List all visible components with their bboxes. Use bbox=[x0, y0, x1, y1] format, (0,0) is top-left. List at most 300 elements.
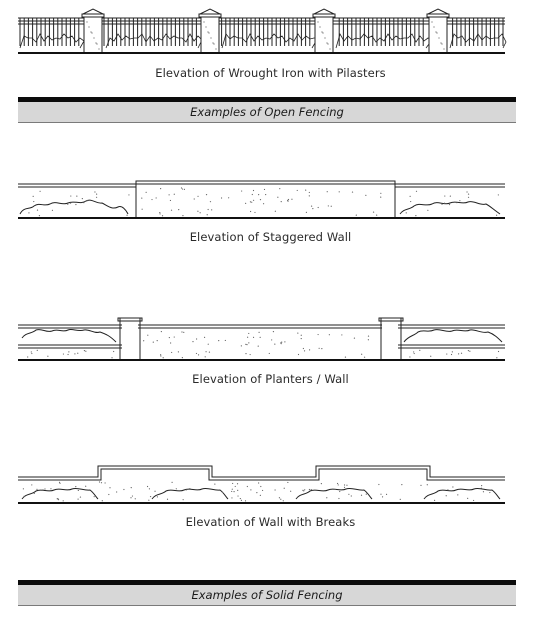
stucco-dot bbox=[176, 488, 177, 489]
stucco-dot bbox=[361, 354, 362, 355]
stucco-dot bbox=[287, 482, 288, 483]
stucco-dot bbox=[23, 488, 24, 489]
stucco-dot bbox=[186, 489, 187, 490]
stucco-dot bbox=[215, 48, 216, 49]
stucco-dot bbox=[96, 43, 97, 44]
stucco-dot bbox=[194, 198, 195, 199]
stucco-dot bbox=[160, 355, 161, 356]
stucco-dot bbox=[76, 196, 77, 197]
stucco-dot bbox=[283, 500, 284, 501]
stucco-dot bbox=[87, 200, 88, 201]
pilaster-cap bbox=[313, 14, 335, 17]
stucco-dot bbox=[338, 498, 339, 499]
stucco-dot bbox=[447, 489, 448, 490]
stucco-dot bbox=[288, 199, 289, 200]
stucco-dot bbox=[162, 215, 163, 216]
stucco-dot bbox=[380, 196, 381, 197]
stucco-dot bbox=[253, 190, 254, 191]
stucco-dot bbox=[338, 484, 339, 485]
stucco-dot bbox=[170, 200, 171, 201]
stucco-dot bbox=[489, 492, 490, 493]
stucco-dot bbox=[146, 192, 147, 193]
stucco-dot bbox=[309, 195, 310, 196]
stucco-dot bbox=[151, 199, 152, 200]
caption-wrought-iron: Elevation of Wrought Iron with Pilasters bbox=[155, 66, 386, 80]
solid-fencing-label: Examples of Solid Fencing bbox=[191, 588, 343, 602]
stucco-dot bbox=[304, 489, 305, 490]
stucco-dot bbox=[452, 486, 453, 487]
stucco-dot bbox=[160, 188, 161, 189]
stucco-dot bbox=[319, 26, 320, 27]
stucco-dot bbox=[237, 483, 238, 484]
stucco-dot bbox=[345, 357, 346, 358]
stucco-dot bbox=[198, 354, 199, 355]
stucco-dot bbox=[196, 338, 197, 339]
stucco-dot bbox=[135, 498, 136, 499]
stucco-dot bbox=[297, 190, 298, 191]
stucco-dot bbox=[449, 204, 450, 205]
stucco-dot bbox=[419, 350, 420, 351]
stucco-dot bbox=[483, 491, 484, 492]
staggered-wall-drawing bbox=[0, 170, 541, 226]
stucco-dot bbox=[88, 26, 89, 27]
stucco-dot bbox=[102, 500, 103, 501]
stucco-dot bbox=[108, 494, 109, 495]
stucco-dot bbox=[82, 198, 83, 199]
stucco-dot bbox=[237, 495, 238, 496]
stucco-dot bbox=[208, 344, 209, 345]
stucco-dot bbox=[461, 353, 462, 354]
stucco-dot bbox=[273, 331, 274, 332]
stucco-dot bbox=[169, 337, 170, 338]
stucco-dot bbox=[311, 489, 312, 490]
stucco-dot bbox=[233, 491, 234, 492]
shrub-outline bbox=[336, 34, 432, 48]
stucco-dot bbox=[67, 204, 68, 205]
stucco-dot bbox=[157, 496, 158, 497]
stucco-dot bbox=[235, 486, 236, 487]
stucco-dot bbox=[280, 499, 281, 500]
stucco-dot bbox=[252, 194, 253, 195]
stucco-dot bbox=[260, 486, 261, 487]
stucco-dot bbox=[37, 350, 38, 351]
stucco-dot bbox=[327, 43, 328, 44]
stucco-dot bbox=[163, 357, 164, 358]
stucco-dot bbox=[132, 495, 133, 496]
pilaster-cap bbox=[428, 9, 448, 14]
stucco-dot bbox=[93, 37, 94, 38]
stucco-dot bbox=[430, 356, 431, 357]
stucco-dot bbox=[496, 215, 497, 216]
wall-breaks-drawing bbox=[0, 455, 541, 511]
stucco-dot bbox=[208, 209, 209, 210]
stucco-dot bbox=[205, 26, 206, 27]
stucco-dot bbox=[258, 482, 259, 483]
stucco-dot bbox=[83, 202, 84, 203]
stucco-dot bbox=[240, 498, 241, 499]
stucco-dot bbox=[245, 203, 246, 204]
stucco-dot bbox=[231, 497, 232, 498]
stucco-dot bbox=[301, 338, 302, 339]
stucco-dot bbox=[318, 207, 319, 208]
stucco-dot bbox=[309, 192, 310, 193]
stucco-dot bbox=[207, 31, 208, 32]
stucco-dot bbox=[245, 344, 246, 345]
wrought-iron-drawing bbox=[0, 0, 541, 60]
stucco-dot bbox=[366, 494, 367, 495]
stucco-dot bbox=[427, 210, 428, 211]
stucco-dot bbox=[352, 191, 353, 192]
stucco-dot bbox=[96, 194, 97, 195]
stucco-dot bbox=[258, 332, 259, 333]
stucco-dot bbox=[182, 357, 183, 358]
stucco-dot bbox=[356, 215, 357, 216]
stucco-dot bbox=[197, 211, 198, 212]
stucco-dot bbox=[258, 346, 259, 347]
pilaster-cap bbox=[314, 9, 334, 14]
stucco-dot bbox=[321, 348, 322, 349]
shrub-outline bbox=[22, 488, 98, 499]
stucco-dot bbox=[84, 350, 85, 351]
stucco-dot bbox=[116, 491, 117, 492]
stucco-dot bbox=[287, 201, 288, 202]
stucco-dot bbox=[376, 215, 377, 216]
stucco-dot bbox=[160, 354, 161, 355]
stucco-dot bbox=[126, 215, 127, 216]
stucco-dot bbox=[148, 500, 149, 501]
stucco-dot bbox=[159, 212, 160, 213]
stucco-dot bbox=[95, 42, 96, 43]
stucco-dot bbox=[37, 209, 38, 210]
stucco-dot bbox=[380, 494, 381, 495]
pilaster-cap bbox=[200, 9, 220, 14]
stucco-dot bbox=[334, 489, 335, 490]
wall-cap bbox=[18, 466, 505, 477]
stucco-dot bbox=[450, 196, 451, 197]
stucco-dot bbox=[365, 195, 366, 196]
stucco-dot bbox=[80, 496, 81, 497]
stucco-dot bbox=[156, 197, 157, 198]
stucco-dot bbox=[284, 341, 285, 342]
stucco-dot bbox=[154, 491, 155, 492]
stucco-dot bbox=[271, 339, 272, 340]
stucco-dot bbox=[260, 199, 261, 200]
stucco-dot bbox=[368, 339, 369, 340]
pilaster-cap bbox=[427, 14, 449, 17]
stucco-dot bbox=[248, 342, 249, 343]
stucco-dot bbox=[213, 43, 214, 44]
stucco-dot bbox=[329, 48, 330, 49]
pilaster bbox=[120, 318, 140, 360]
stucco-dot bbox=[409, 356, 410, 357]
stucco-dot bbox=[182, 188, 183, 189]
stucco-dot bbox=[303, 490, 304, 491]
stucco-dot bbox=[306, 212, 307, 213]
stucco-dot bbox=[410, 196, 411, 197]
stucco-dot bbox=[218, 340, 219, 341]
stucco-dot bbox=[305, 190, 306, 191]
stucco-dot bbox=[378, 484, 379, 485]
stucco-dot bbox=[440, 42, 441, 43]
stucco-dot bbox=[183, 332, 184, 333]
stucco-dot bbox=[481, 488, 482, 489]
open-fencing-label: Examples of Open Fencing bbox=[190, 105, 344, 119]
stucco-dot bbox=[58, 499, 59, 500]
stucco-dot bbox=[203, 21, 204, 22]
stucco-dot bbox=[184, 189, 185, 190]
pilaster-cap bbox=[83, 9, 103, 14]
stucco-dot bbox=[386, 494, 387, 495]
stucco-dot bbox=[150, 496, 151, 497]
stucco-dot bbox=[446, 353, 447, 354]
stucco-dot bbox=[254, 212, 255, 213]
stucco-dot bbox=[147, 486, 148, 487]
stucco-dot bbox=[246, 344, 247, 345]
stucco-dot bbox=[468, 197, 469, 198]
stucco-dot bbox=[284, 488, 285, 489]
stucco-dot bbox=[130, 497, 131, 498]
stucco-dot bbox=[196, 353, 197, 354]
stucco-dot bbox=[253, 337, 254, 338]
stucco-dot bbox=[264, 189, 265, 190]
pilaster-cap bbox=[82, 14, 104, 17]
stucco-dot bbox=[498, 351, 499, 352]
stucco-dot bbox=[57, 498, 58, 499]
shrub-outline bbox=[22, 329, 116, 342]
stucco-dot bbox=[36, 489, 37, 490]
stucco-dot bbox=[400, 499, 401, 500]
stucco-dot bbox=[153, 342, 154, 343]
stucco-dot bbox=[435, 31, 436, 32]
stucco-dot bbox=[75, 204, 76, 205]
caption-planters-wall: Elevation of Planters / Wall bbox=[192, 372, 349, 386]
stucco-dot bbox=[466, 191, 467, 192]
stucco-dot bbox=[348, 494, 349, 495]
stucco-dot bbox=[33, 201, 34, 202]
stucco-dot bbox=[297, 332, 298, 333]
stucco-dot bbox=[39, 215, 40, 216]
caption-staggered-wall: Elevation of Staggered Wall bbox=[189, 230, 352, 244]
stucco-dot bbox=[197, 196, 198, 197]
stucco-dot bbox=[274, 489, 275, 490]
stucco-dot bbox=[149, 488, 150, 489]
pilaster bbox=[84, 14, 102, 53]
stucco-dot bbox=[39, 191, 40, 192]
stucco-dot bbox=[250, 201, 251, 202]
stucco-dot bbox=[147, 335, 148, 336]
stucco-dot bbox=[128, 194, 129, 195]
stucco-dot bbox=[77, 353, 78, 354]
stucco-dot bbox=[101, 482, 102, 483]
stucco-dot bbox=[326, 42, 327, 43]
stucco-dot bbox=[143, 340, 144, 341]
shrub-outline bbox=[400, 202, 500, 214]
stucco-dot bbox=[171, 210, 172, 211]
stucco-dot bbox=[441, 43, 442, 44]
stucco-dot bbox=[74, 353, 75, 354]
stucco-dot bbox=[443, 48, 444, 49]
stucco-dot bbox=[182, 215, 183, 216]
stucco-dot bbox=[113, 351, 114, 352]
stucco-dot bbox=[206, 194, 207, 195]
stucco-dot bbox=[63, 500, 64, 501]
stucco-dot bbox=[142, 209, 143, 210]
stucco-dot bbox=[52, 210, 53, 211]
stucco-dot bbox=[456, 202, 457, 203]
wrought-iron-elevation bbox=[0, 0, 541, 60]
stucco-dot bbox=[241, 345, 242, 346]
stucco-dot bbox=[321, 31, 322, 32]
stucco-dot bbox=[221, 197, 222, 198]
stucco-dot bbox=[452, 351, 453, 352]
stucco-dot bbox=[467, 498, 468, 499]
stucco-dot bbox=[416, 191, 417, 192]
stucco-dot bbox=[181, 187, 182, 188]
stucco-dot bbox=[171, 352, 172, 353]
stucco-dot bbox=[339, 191, 340, 192]
shrub-outline bbox=[296, 488, 372, 499]
stucco-dot bbox=[481, 485, 482, 486]
stucco-dot bbox=[311, 206, 312, 207]
stucco-dot bbox=[433, 26, 434, 27]
stucco-dot bbox=[141, 197, 142, 198]
stucco-dot bbox=[309, 489, 310, 490]
stucco-dot bbox=[281, 201, 282, 202]
pilaster-cap bbox=[118, 318, 142, 321]
stucco-dot bbox=[189, 488, 190, 489]
stucco-dot bbox=[469, 351, 470, 352]
stucco-dot bbox=[91, 32, 92, 33]
stucco-dot bbox=[415, 215, 416, 216]
stucco-dot bbox=[28, 212, 29, 213]
stucco-dot bbox=[131, 487, 132, 488]
stucco-dot bbox=[317, 21, 318, 22]
stucco-dot bbox=[47, 356, 48, 357]
stucco-dot bbox=[31, 351, 32, 352]
pilaster bbox=[201, 14, 219, 53]
stucco-dot bbox=[31, 484, 32, 485]
stucco-dot bbox=[241, 190, 242, 191]
stucco-dot bbox=[33, 196, 34, 197]
stucco-dot bbox=[70, 195, 71, 196]
stucco-dot bbox=[228, 197, 229, 198]
stucco-dot bbox=[269, 353, 270, 354]
stucco-dot bbox=[457, 494, 458, 495]
stucco-dot bbox=[279, 497, 280, 498]
stucco-dot bbox=[339, 491, 340, 492]
stucco-dot bbox=[178, 351, 179, 352]
stucco-dot bbox=[67, 354, 68, 355]
stucco-dot bbox=[301, 335, 302, 336]
stucco-dot bbox=[341, 334, 342, 335]
stucco-dot bbox=[232, 483, 233, 484]
stucco-dot bbox=[222, 492, 223, 493]
stucco-dot bbox=[68, 351, 69, 352]
pilaster-cap bbox=[379, 318, 403, 321]
stucco-dot bbox=[321, 483, 322, 484]
stucco-dot bbox=[328, 205, 329, 206]
stucco-dot bbox=[382, 496, 383, 497]
stucco-dot bbox=[263, 203, 264, 204]
stucco-dot bbox=[298, 354, 299, 355]
stucco-dot bbox=[309, 349, 310, 350]
stucco-dot bbox=[205, 351, 206, 352]
stucco-dot bbox=[174, 336, 175, 337]
stucco-dot bbox=[247, 337, 248, 338]
stucco-dot bbox=[331, 206, 332, 207]
pilaster bbox=[381, 318, 401, 360]
stucco-dot bbox=[317, 334, 318, 335]
stucco-dot bbox=[303, 348, 304, 349]
stucco-dot bbox=[326, 497, 327, 498]
stucco-dot bbox=[183, 499, 184, 500]
stucco-dot bbox=[105, 482, 106, 483]
stucco-dot bbox=[31, 353, 32, 354]
stucco-dot bbox=[232, 489, 233, 490]
stucco-dot bbox=[27, 356, 28, 357]
stucco-dot bbox=[441, 204, 442, 205]
stucco-dot bbox=[361, 495, 362, 496]
stucco-dot bbox=[211, 209, 212, 210]
stucco-texture bbox=[28, 187, 499, 216]
stucco-dot bbox=[109, 487, 110, 488]
stucco-dot bbox=[364, 357, 365, 358]
caption-wall-breaks: Elevation of Wall with Breaks bbox=[185, 515, 356, 529]
stucco-dot bbox=[168, 194, 169, 195]
stucco-dot bbox=[275, 211, 276, 212]
stucco-dot bbox=[279, 188, 280, 189]
stucco-dot bbox=[96, 197, 97, 198]
pilaster-cap bbox=[199, 14, 221, 17]
stucco-dot bbox=[78, 490, 79, 491]
stucco-dot bbox=[406, 212, 407, 213]
stucco-dot bbox=[34, 493, 35, 494]
stucco-dot bbox=[157, 340, 158, 341]
stucco-dot bbox=[205, 356, 206, 357]
stucco-dot bbox=[496, 357, 497, 358]
stucco-dot bbox=[319, 348, 320, 349]
stucco-dot bbox=[258, 194, 259, 195]
stucco-dot bbox=[253, 200, 254, 201]
stucco-dot bbox=[245, 500, 246, 501]
stucco-dot bbox=[174, 194, 175, 195]
stucco-dot bbox=[85, 351, 86, 352]
stucco-dot bbox=[99, 481, 100, 482]
stucco-dot bbox=[351, 495, 352, 496]
shrub-outline bbox=[20, 200, 128, 214]
stucco-dot bbox=[468, 194, 469, 195]
stucco-dot bbox=[231, 491, 232, 492]
stucco-dot bbox=[337, 483, 338, 484]
stucco-dot bbox=[204, 337, 205, 338]
wall-breaks-elevation bbox=[0, 455, 541, 511]
stucco-dot bbox=[498, 194, 499, 195]
stucco-dot bbox=[380, 193, 381, 194]
stucco-dot bbox=[250, 354, 251, 355]
stucco-dot bbox=[200, 212, 201, 213]
stucco-dot bbox=[459, 200, 460, 201]
stucco-dot bbox=[304, 350, 305, 351]
shrub-outline bbox=[222, 34, 318, 48]
stucco-dot bbox=[241, 500, 242, 501]
stucco-dot bbox=[247, 486, 248, 487]
planters-wall-elevation bbox=[0, 312, 541, 368]
stucco-dot bbox=[413, 351, 414, 352]
stucco-dot bbox=[70, 203, 71, 204]
stucco-dot bbox=[312, 208, 313, 209]
stucco-dot bbox=[401, 484, 402, 485]
pilaster bbox=[429, 14, 447, 53]
